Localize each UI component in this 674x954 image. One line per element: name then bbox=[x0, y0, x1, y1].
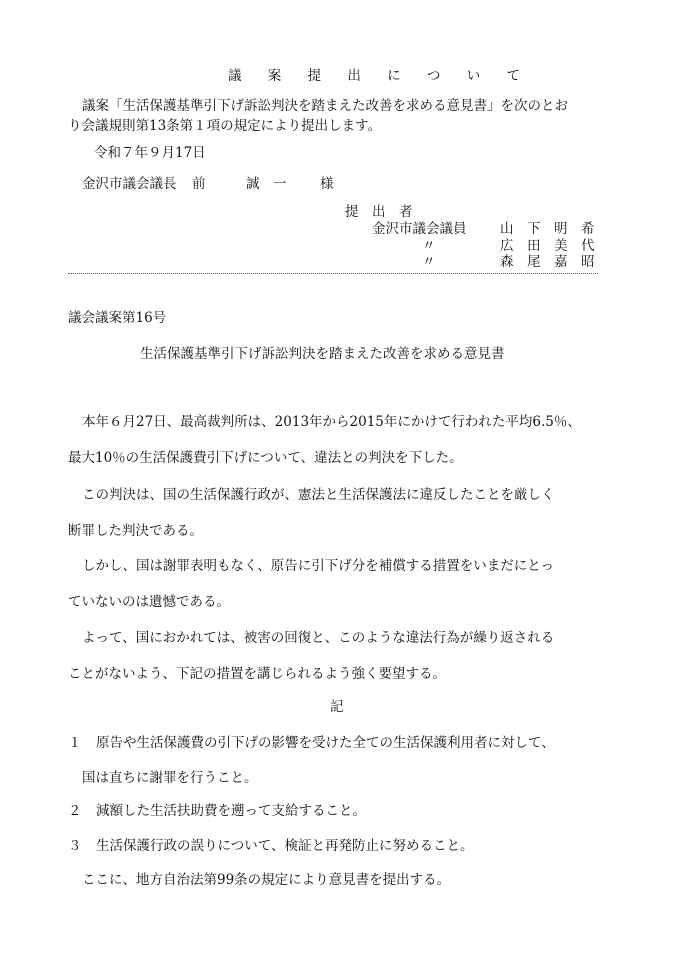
submitters-label: 提 出 者 bbox=[345, 204, 413, 220]
submitter-title: 〃 bbox=[422, 238, 436, 254]
body-paragraph-line: この判決は、国の生活保護行政が、憲法と生活保護法に違反したことを厳しく bbox=[82, 487, 555, 503]
bill-title: 生活保護基準引下げ訴訟判決を踏まえた改善を求める意見書 bbox=[140, 346, 505, 362]
submission-intro-line1: 議案「生活保護基準引下げ訴訟判決を踏まえた改善を求める意見書」を次のとお bbox=[82, 98, 568, 114]
item-text: 生活保護行政の誤りについて、検証と再発防止に努めること。 bbox=[96, 838, 474, 854]
item-number: ３ bbox=[68, 838, 82, 854]
submission-intro-line2: り会議規則第13条第１項の規定により提出します。 bbox=[68, 118, 382, 134]
bill-number: 議会議案第16号 bbox=[68, 310, 167, 326]
body-paragraph-line: ていないのは遺憾である。 bbox=[68, 594, 230, 610]
item-number: １ bbox=[68, 735, 82, 751]
item-text: 国は直ちに謝罪を行うこと。 bbox=[82, 770, 258, 786]
submitter-name: 広 田 美 代 bbox=[500, 238, 595, 254]
item-number: ２ bbox=[68, 803, 82, 819]
ki-heading: 記 bbox=[330, 699, 344, 715]
item-text: 減額した生活扶助費を遡って支給すること。 bbox=[96, 803, 366, 819]
submitter-title: 〃 bbox=[422, 254, 436, 270]
submission-date: 令和７年９月17日 bbox=[94, 145, 206, 161]
dotted-separator bbox=[68, 273, 598, 274]
body-paragraph-line: よって、国におかれては、被害の回復と、このような違法行為が繰り返される bbox=[82, 630, 555, 646]
addressee-body: 金沢市議会議長 bbox=[82, 176, 177, 192]
addressee-honorific: 様 bbox=[320, 176, 334, 192]
submitter-title: 金沢市議会議員 bbox=[372, 221, 467, 237]
item-text: 原告や生活保護費の引下げの影響を受けた全ての生活保護利用者に対して、 bbox=[96, 735, 555, 751]
body-paragraph-line: 本年６月27日、最高裁判所は、2013年から2015年にかけて行われた平均6.5％、 bbox=[82, 414, 581, 430]
submitter-name: 山 下 明 希 bbox=[500, 221, 595, 237]
submission-heading: 議 案 提 出 に つ い て bbox=[228, 68, 532, 84]
addressee-name: 前 誠 一 bbox=[192, 176, 287, 192]
body-paragraph-line: 断罪した判決である。 bbox=[68, 523, 203, 539]
body-paragraph-line: しかし、国は謝罪表明もなく、原告に引下げ分を補償する措置をいまだにとっ bbox=[82, 558, 554, 574]
body-paragraph-line: 最大10％の生活保護費引下げについて、違法との判決を下した。 bbox=[68, 450, 463, 466]
body-paragraph-line: ことがないよう、下記の措置を講じられるよう強く要望する。 bbox=[68, 666, 446, 682]
submitter-name: 森 尾 嘉 昭 bbox=[500, 254, 595, 270]
closing-statement: ここに、地方自治法第99条の規定により意見書を提出する。 bbox=[82, 872, 451, 888]
